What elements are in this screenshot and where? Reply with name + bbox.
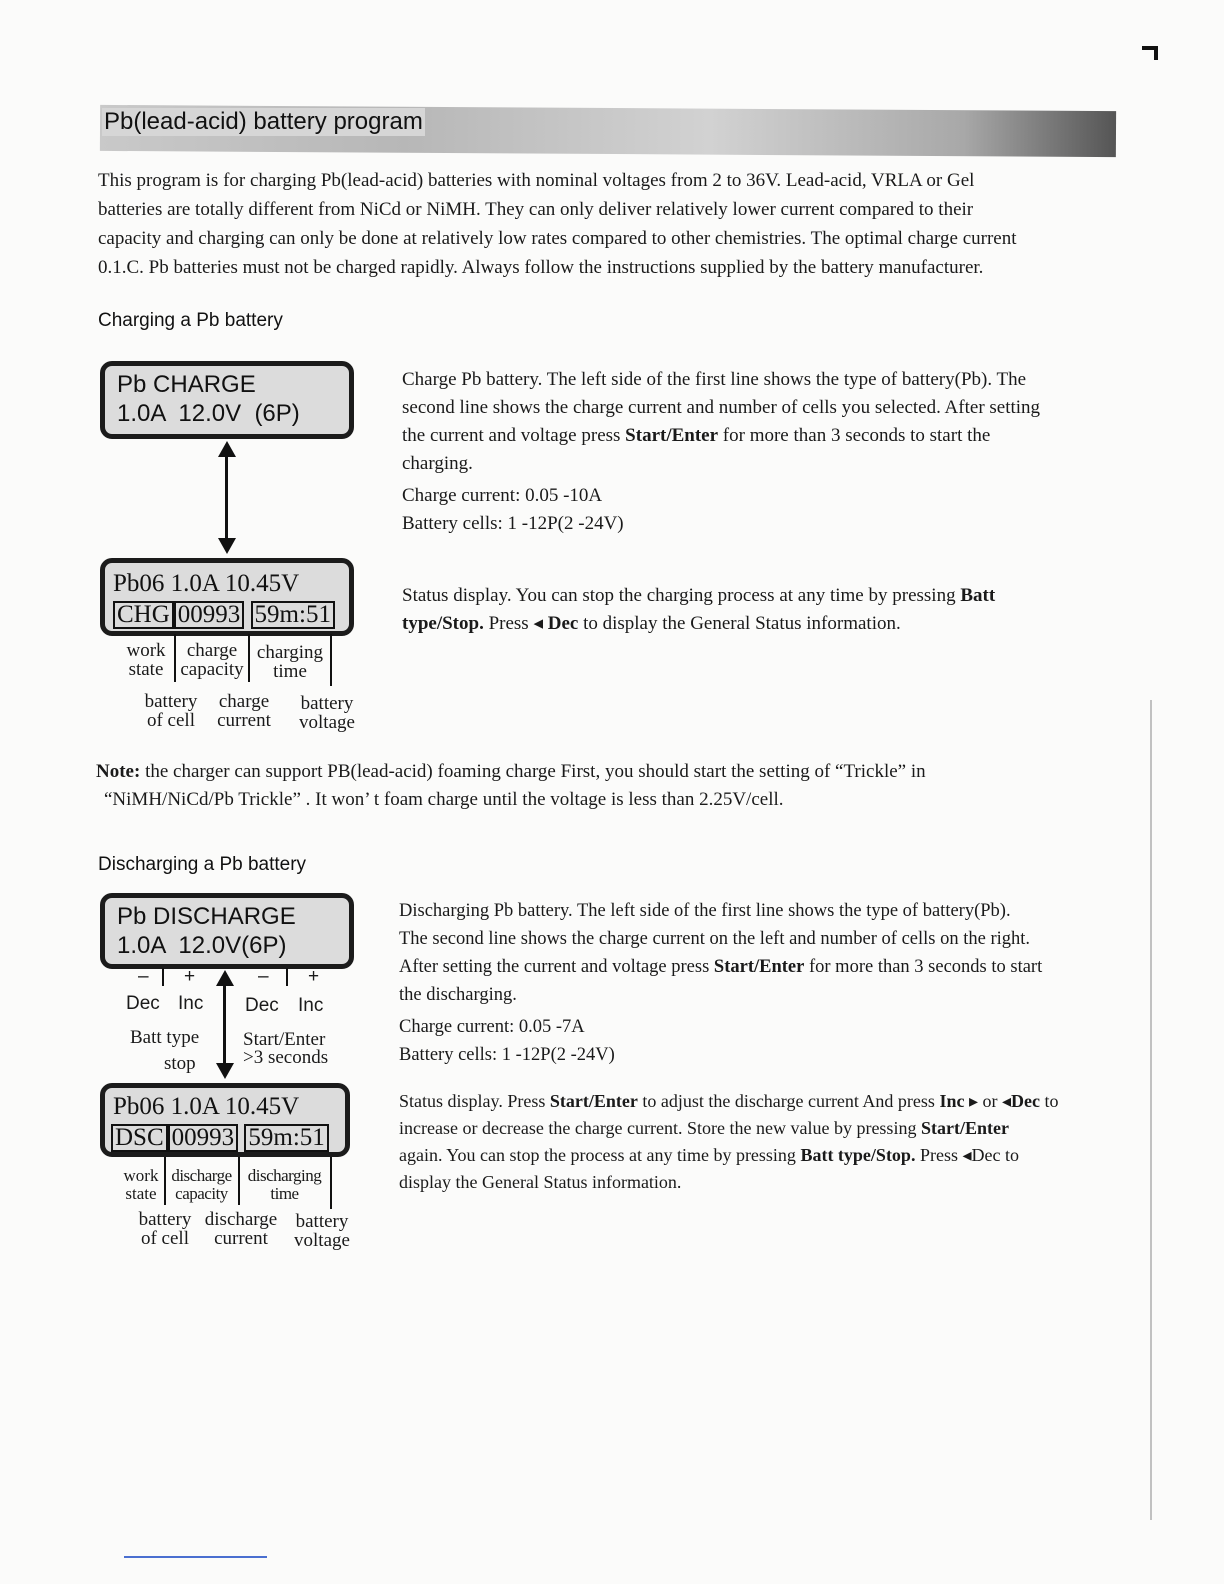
page-edge — [1150, 700, 1152, 1520]
desc-line: Status display. You can stop the charging process at any time by pressing Batt — [402, 585, 996, 606]
dec-key-label: Dec — [245, 995, 279, 1016]
label-divider — [330, 1157, 332, 1209]
intro-line: This program is for charging Pb(lead-acid) batteries with nominal voltages from 2 to 36V. Lead-acid, VRLA or Gel — [98, 170, 975, 191]
lcd-line-1 — [105, 1092, 345, 1121]
lcd-line-1: Pb CHARGE — [117, 371, 256, 398]
intro-paragraph — [98, 166, 1114, 282]
lcd-current: 1.0A — [170, 1093, 219, 1120]
lcd-cells: Pb06 — [113, 570, 165, 597]
stop-label: stop — [164, 1053, 196, 1074]
desc-line: Status display. Press Start/Enter to adjust the discharge current And press Inc ▸ or ◂Dec to — [399, 1091, 1059, 1111]
desc-line: again. You can stop the process at any time by pressing Batt type/Stop. Press ◂Dec to — [399, 1145, 1019, 1165]
dec-key-label: Dec — [126, 993, 160, 1014]
inc-key-label: Inc — [178, 993, 204, 1014]
label-battery-voltage: battery voltage — [294, 1211, 350, 1251]
lcd-line-2: 1.0A 12.0V (6P) — [117, 400, 300, 427]
discharge-setup-lcd — [100, 893, 354, 969]
key-tick — [162, 968, 164, 986]
corner-mark — [1154, 46, 1158, 60]
lcd-current: 1.0A — [170, 570, 219, 597]
label-discharging-time: discharging time — [247, 1166, 322, 1203]
charge-setup-lcd — [100, 361, 354, 439]
label-battery-voltage: battery voltage — [299, 693, 355, 733]
arrow-up-icon — [218, 441, 236, 457]
plus-sign: + — [308, 966, 320, 987]
label-discharge-capacity: discharge capacity — [171, 1166, 232, 1203]
intro-line: batteries are totally different from NiCd or NiMH. They can only deliver relatively lower current compared to their — [98, 199, 974, 220]
desc-line: increase or decrease the charge current. Store the new value by pressing Start/Enter — [399, 1118, 1009, 1138]
discharge-setup-description: Discharging Pb battery. The left side of the first line shows the type of battery(Pb). The second line shows the charge current on the left and number of cells on the right. After setting the current and voltage press Start/Enter for more than 3 seconds to start the discharging. Charge current: 0.05 -7A Battery cells: 1 -12P(2 -24V) — [399, 897, 1105, 1069]
page-title: Pb(lead-acid) battery program — [104, 108, 423, 135]
plus-sign: + — [184, 966, 196, 987]
arrow-shaft — [225, 456, 228, 540]
arrow-up-icon — [216, 970, 234, 986]
label-battery-cells: battery of cell — [144, 691, 198, 731]
note-label: Note: — [96, 761, 141, 782]
lcd-time: 59m:51 — [244, 1124, 328, 1152]
discharge-status-description: Status display. Press Start/Enter to adjust the discharge current And press Inc ▸ or ◂Dec to increase or decrease the charge current. Store the new value by pressing Start/Enter again. You can stop the process at any time by pressing Batt type/Stop. Press ◂Dec to display the General Status information. — [399, 1088, 1099, 1196]
note-paragraph — [96, 758, 1106, 814]
discharging-heading: Discharging a Pb battery — [98, 854, 307, 875]
label-charge-capacity: charge capacity — [180, 640, 244, 680]
discharge-status-lcd — [100, 1083, 350, 1157]
lcd-voltage: 10.45V — [224, 1093, 300, 1120]
lcd-capacity: 00993 — [168, 1124, 239, 1152]
lcd-time: 59m:51 — [251, 601, 335, 629]
lcd-state: CHG — [113, 601, 174, 629]
lcd-line-1: Pb DISCHARGE — [117, 903, 296, 930]
lcd-capacity: 00993 — [174, 601, 245, 629]
key-tick — [286, 968, 288, 986]
note-line: “NiMH/NiCd/Pb Trickle” . It won’ t foam charge until the voltage is less than 2.25V/cell. — [104, 789, 784, 810]
charging-heading: Charging a Pb battery — [98, 310, 283, 331]
lcd-line-2 — [105, 600, 349, 629]
seconds-label: >3 seconds — [243, 1047, 329, 1068]
desc-line: After setting the current and voltage press Start/Enter for more than 3 seconds to start — [399, 957, 1043, 977]
desc-line: type/Stop. Press ◂ Dec to display the General Status information. — [402, 613, 901, 634]
label-work-state: work state — [123, 1166, 159, 1203]
minus-sign: – — [138, 966, 149, 987]
charge-status-lcd — [100, 558, 354, 636]
footer-rule — [124, 1556, 267, 1558]
arrow-shaft — [223, 985, 226, 1065]
batt-type-label: Batt type — [130, 1027, 200, 1048]
charge-setup-description: Charge Pb battery. The left side of the first line shows the type of battery(Pb). The second line shows the charge current and number of cells you selected. After setting the current and voltage press Start/Enter for more than 3 seconds to start the charging. Charge current: 0.05 -10A Battery cells: 1 -12P(2 -24V) — [402, 366, 1114, 538]
label-discharge-current: discharge current — [204, 1209, 278, 1249]
charge-status-description — [402, 582, 1112, 638]
label-charge-current: charge current — [217, 691, 271, 731]
lcd-voltage: 10.45V — [224, 570, 300, 597]
label-battery-cells: battery of cell — [138, 1209, 192, 1249]
lcd-cells: Pb06 — [113, 1093, 165, 1120]
desc-line: the current and voltage press Start/Enter for more than 3 seconds to start the — [402, 425, 991, 446]
intro-line: capacity and charging can only be done at relatively low rates compared to other chemistries. The optimal charge current — [98, 228, 1017, 249]
lcd-line-2 — [105, 1123, 345, 1152]
intro-line: 0.1.C. Pb batteries must not be charged rapidly. Always follow the instructions supplied by the battery manufacturer. — [98, 257, 984, 278]
arrow-down-icon — [218, 538, 236, 554]
label-divider — [330, 634, 332, 686]
note-line: Note: the charger can support PB(lead-acid) foaming charge First, you should start the setting of “Trickle” in — [96, 761, 926, 782]
arrow-down-icon — [216, 1063, 234, 1079]
lcd-line-2: 1.0A 12.0V(6P) — [117, 932, 287, 959]
label-work-state: work state — [126, 640, 166, 680]
lcd-state: DSC — [111, 1124, 168, 1152]
label-charging-time: charging time — [256, 642, 324, 682]
start-enter-label: Start/Enter — [243, 1029, 326, 1050]
lcd-line-1 — [105, 569, 349, 598]
minus-sign: – — [258, 966, 269, 987]
inc-key-label: Inc — [298, 995, 324, 1016]
